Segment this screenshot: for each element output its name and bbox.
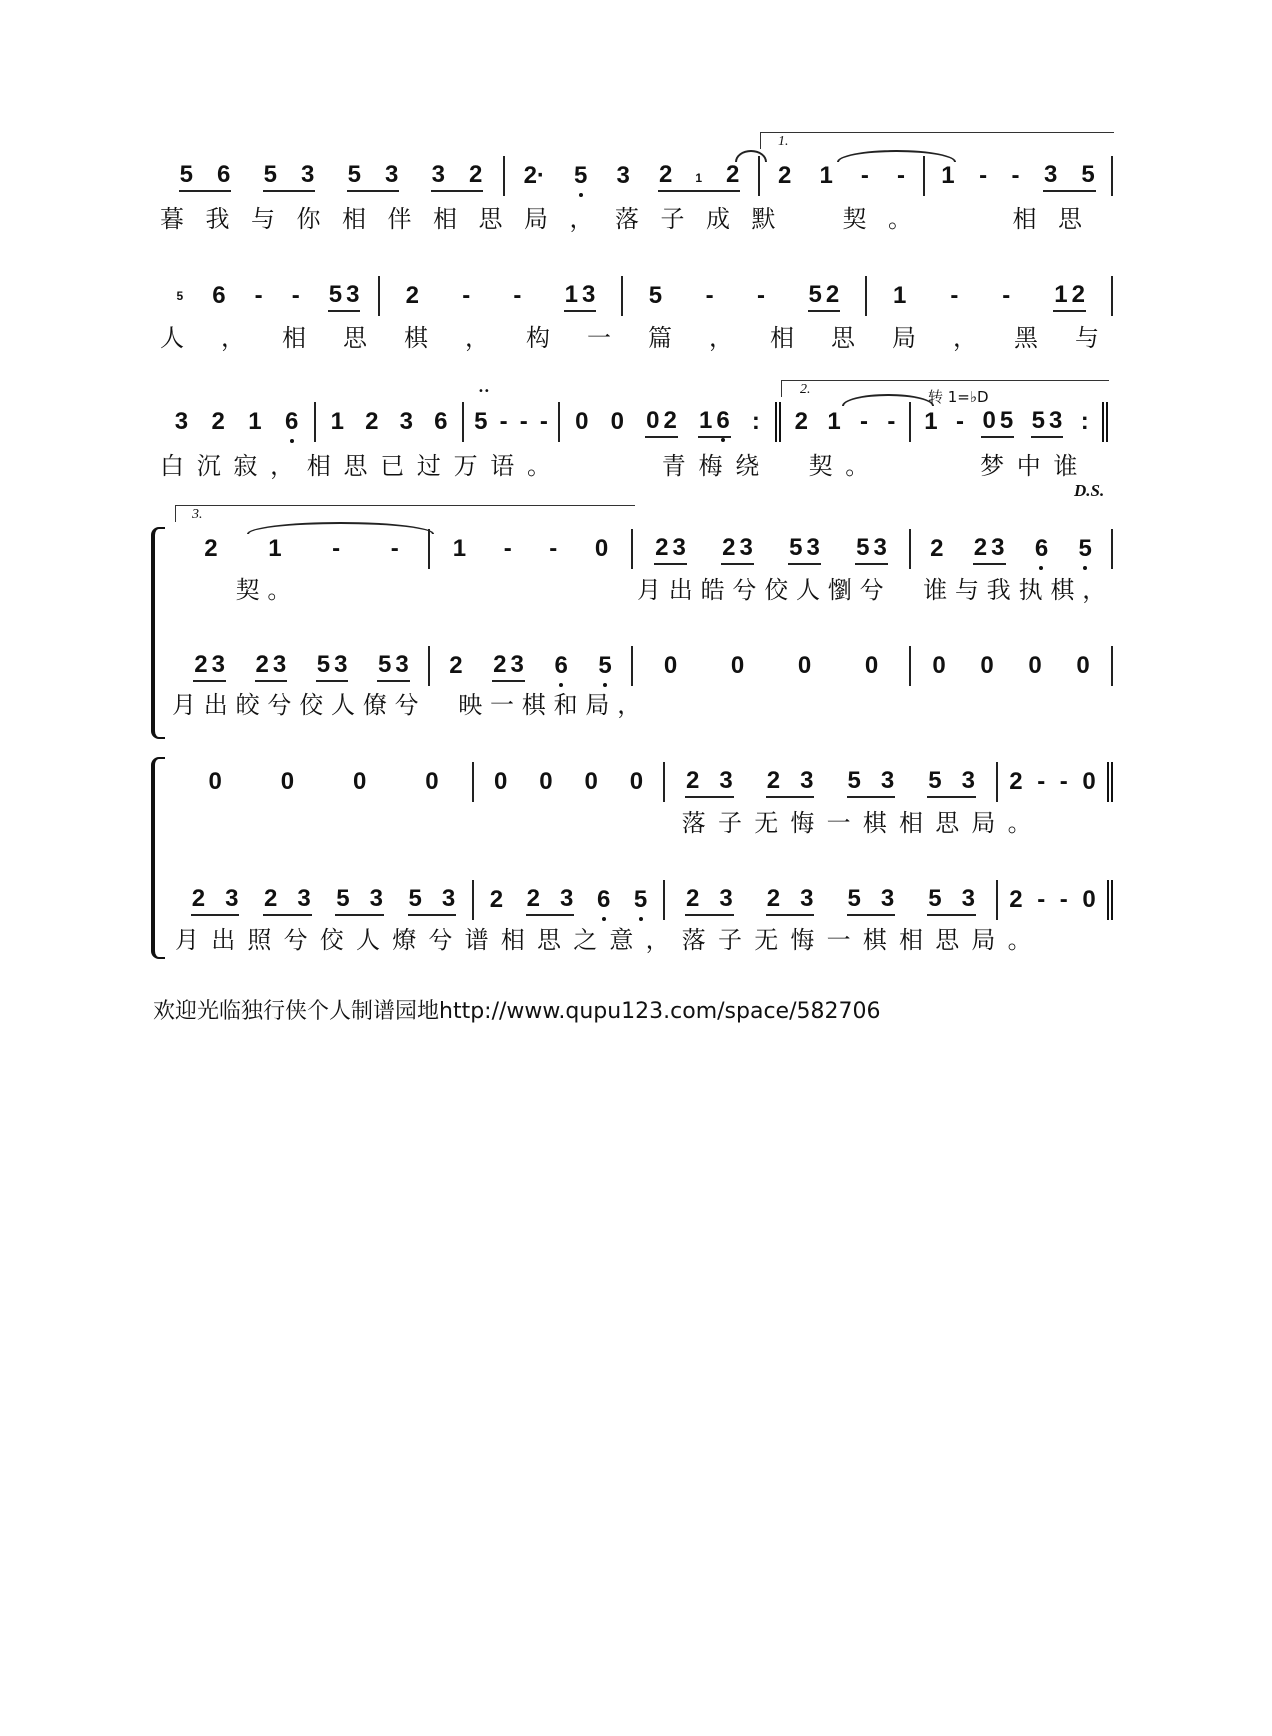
- note: 1: [698, 406, 713, 434]
- note: 0: [352, 768, 367, 795]
- note: 3: [510, 650, 524, 678]
- measure: [159, 276, 380, 316]
- note: 3: [739, 533, 753, 561]
- notation-row: [175, 646, 1113, 686]
- system-bracket: [151, 757, 165, 959]
- note: 5: [789, 533, 803, 561]
- dash-extension: -: [896, 162, 905, 189]
- note: 3: [616, 162, 630, 189]
- note: 3: [800, 766, 814, 794]
- measure: [998, 762, 1113, 802]
- note: 2: [194, 650, 208, 678]
- beamed-note-group: [766, 885, 815, 916]
- note-digit: 5: [1078, 535, 1092, 562]
- repeat-dots: :: [751, 408, 760, 435]
- note: 6: [434, 408, 448, 435]
- note: 5: [474, 408, 488, 435]
- dash-extension: -: [956, 408, 965, 435]
- note: 6: [212, 282, 226, 309]
- note-digit: 6: [554, 652, 568, 679]
- note: 0: [493, 768, 508, 795]
- note: 5: [928, 884, 942, 912]
- beamed-note-group: [328, 281, 361, 312]
- note: 2: [1071, 280, 1085, 308]
- measure: [925, 156, 1113, 196]
- dash-extension: -: [291, 282, 300, 309]
- note-low-octave: [1077, 535, 1092, 563]
- measure: [430, 646, 633, 686]
- dash-extension: -: [1037, 768, 1046, 795]
- note-low-octave: [596, 886, 611, 914]
- measure: [505, 156, 760, 196]
- grace-note: 5: [176, 289, 184, 303]
- note: 2: [686, 884, 700, 912]
- note: 0: [208, 768, 222, 795]
- octave-dot: [1039, 566, 1043, 570]
- note: 5: [856, 533, 870, 561]
- note: 5: [999, 406, 1014, 434]
- note: 2: [191, 884, 206, 912]
- beamed-note-group: [855, 534, 888, 565]
- note: 2: [778, 162, 792, 189]
- note: 2: [663, 406, 677, 434]
- beamed-note-group: [191, 885, 240, 916]
- note: 1: [924, 408, 938, 435]
- note: 2: [973, 533, 988, 561]
- note: 2: [493, 650, 507, 678]
- note: 6: [217, 160, 231, 188]
- measure: [633, 529, 911, 569]
- note: 5: [1081, 160, 1095, 188]
- measure: [781, 402, 911, 442]
- note: 2: [365, 408, 379, 435]
- note: 3: [991, 533, 1005, 561]
- measure: [623, 276, 867, 316]
- notation-row: [159, 402, 1108, 442]
- note-low-octave: [573, 162, 588, 190]
- note: 3: [961, 884, 975, 912]
- note: 0: [539, 768, 553, 795]
- measure: [159, 156, 505, 196]
- note: 3: [346, 280, 360, 308]
- beamed-note-group: [263, 885, 312, 916]
- beamed-note-group: [492, 651, 525, 682]
- octave-dot: [721, 438, 725, 442]
- dash-extension: -: [860, 162, 869, 189]
- note: 3: [301, 160, 315, 188]
- note-low-octave: [715, 407, 730, 435]
- measure: [430, 529, 633, 569]
- note: 3: [369, 884, 383, 912]
- lyric-line-2: 人，相思棋，构一篇，相思局，黑与: [160, 324, 1136, 352]
- note: 2: [469, 160, 483, 188]
- note: 3: [272, 650, 287, 678]
- note: 3: [672, 533, 686, 561]
- notation-row: [159, 156, 1113, 196]
- note: 0: [646, 406, 660, 434]
- beamed-note-group: [193, 651, 226, 682]
- repeat-dots: :: [1080, 408, 1089, 435]
- note: 2: [1009, 886, 1023, 913]
- note: 5: [1031, 406, 1045, 434]
- measure: [474, 880, 665, 920]
- note: 5: [408, 884, 422, 912]
- beamed-note-group: [927, 885, 976, 916]
- beamed-note-group: [316, 651, 349, 682]
- beamed-note-group: [808, 281, 841, 312]
- note: 3: [395, 650, 409, 678]
- note: 3: [431, 160, 445, 188]
- note: 1: [1054, 280, 1068, 308]
- note: 2: [405, 282, 419, 309]
- notation-row: [175, 880, 1113, 920]
- note: 2: [766, 884, 781, 912]
- dash-extension: -: [390, 535, 399, 562]
- note: 0: [864, 652, 879, 679]
- note: 1: [892, 282, 907, 309]
- beamed-note-group: [847, 767, 896, 798]
- note: 1: [827, 408, 841, 435]
- measure: [175, 880, 474, 920]
- note: 2: [794, 408, 809, 435]
- measure: [911, 646, 1113, 686]
- volta-bracket-1: [760, 132, 1114, 149]
- octave-dot: [602, 917, 606, 921]
- volta-bracket-3: [175, 505, 635, 522]
- note: 0: [980, 652, 994, 679]
- measure: [175, 762, 474, 802]
- octave-dot: [603, 683, 607, 687]
- note: 0: [932, 652, 946, 679]
- note: 3: [719, 766, 733, 794]
- note: 1: [452, 535, 467, 562]
- beamed-note-group: [377, 651, 410, 682]
- measure: [316, 402, 464, 442]
- measure: [159, 402, 316, 442]
- note: 5: [347, 160, 361, 188]
- volta-label-3: 3.: [192, 507, 203, 522]
- note: 2: [1009, 768, 1023, 795]
- note-digit: 6: [716, 406, 730, 434]
- beamed-note-group: [847, 885, 896, 916]
- note: 0: [1076, 652, 1090, 679]
- dash-extension: -: [332, 535, 341, 562]
- beamed-note-group: [179, 161, 232, 192]
- volta-label-2: 2.: [800, 382, 811, 397]
- note: 5: [378, 650, 392, 678]
- beamed-note-group: [766, 767, 815, 798]
- note: 5: [328, 280, 343, 308]
- note-digit: 5: [633, 886, 648, 913]
- note: 3: [225, 884, 239, 912]
- beamed-note-group: [347, 161, 400, 192]
- note: 0: [425, 768, 439, 795]
- dash-extension: -: [254, 282, 263, 309]
- note-digit: 5: [598, 652, 612, 679]
- note: 5: [648, 282, 663, 309]
- measure: [175, 646, 430, 686]
- note: 3: [873, 533, 887, 561]
- measure: [665, 762, 998, 802]
- beamed-note-group: [981, 407, 1014, 438]
- dash-extension: -: [499, 408, 508, 435]
- note-digit: 6: [284, 408, 299, 435]
- note: 2: [211, 408, 225, 435]
- notation-row: [175, 762, 1113, 802]
- note: 0: [629, 768, 644, 795]
- note: 2: [726, 160, 740, 188]
- note: 3: [719, 884, 733, 912]
- beamed-note-group: [335, 885, 384, 916]
- note: 3: [880, 884, 895, 912]
- dash-extension: -: [503, 535, 512, 562]
- dash-extension: -: [1002, 282, 1011, 309]
- note: 3: [385, 160, 399, 188]
- beamed-note-group: [431, 161, 484, 192]
- lyric-line-6: 落子无悔一棋相思局。: [175, 809, 1044, 837]
- dash-extension: -: [1011, 162, 1020, 189]
- note: 2: [722, 533, 736, 561]
- dash-extension: -: [519, 408, 528, 435]
- dash-extension: -: [950, 282, 959, 309]
- note: 3: [399, 408, 413, 435]
- measure: [867, 276, 1113, 316]
- note: 2: [766, 766, 781, 794]
- system-bracket: [151, 527, 165, 739]
- note: 5: [808, 280, 822, 308]
- beamed-note-group: [1043, 161, 1096, 192]
- dash-extension: -: [1059, 886, 1068, 913]
- note: 0: [1082, 768, 1096, 795]
- note: 3: [297, 884, 311, 912]
- octave-dot: [1083, 566, 1087, 570]
- dal-segno-mark: D.S.: [1074, 481, 1105, 500]
- note: 2: [655, 533, 669, 561]
- notation-row: [159, 276, 1113, 316]
- note: 1: [819, 162, 833, 189]
- note: 1: [330, 408, 344, 435]
- beamed-note-group: [698, 407, 731, 438]
- note: 0: [1082, 886, 1096, 913]
- beamed-note-group: [408, 885, 457, 916]
- note: 0: [1028, 652, 1042, 679]
- note: 3: [334, 650, 348, 678]
- octave-dot: [559, 683, 563, 687]
- note: 0: [575, 408, 589, 435]
- key-change-label: 转 1=♭D: [928, 388, 989, 406]
- measure: [380, 276, 623, 316]
- note: 0: [730, 652, 745, 679]
- notation-row: [175, 529, 1113, 569]
- note: 3: [174, 408, 189, 435]
- grace-note: 1: [695, 170, 703, 185]
- note: 2: [264, 884, 278, 912]
- note: 5: [928, 766, 942, 794]
- beamed-note-group: [685, 885, 734, 916]
- note: 2: [686, 766, 700, 794]
- beamed-note-group: [1053, 281, 1086, 312]
- note: 0: [797, 652, 812, 679]
- lyric-line-4: 契。 月出皓兮佼人懰兮 谁与我执棋，: [172, 576, 1114, 604]
- beamed-note-group: [927, 767, 976, 798]
- note: 5: [263, 160, 277, 188]
- note-low-octave: [284, 408, 299, 436]
- beamed-note-group: [526, 885, 575, 916]
- note: 2: [659, 160, 673, 188]
- note: 5: [179, 160, 193, 188]
- note: 3: [560, 884, 574, 912]
- note: 2: [204, 535, 218, 562]
- note: 2: [449, 652, 463, 679]
- measure: [474, 762, 665, 802]
- dash-extension: -: [1037, 886, 1046, 913]
- note: 1: [941, 162, 955, 189]
- note: 0: [594, 535, 609, 562]
- beamed-note-group: [973, 534, 1006, 565]
- note: 0: [982, 406, 996, 434]
- measure: [760, 156, 925, 196]
- ornament-mordent: ••: [478, 386, 490, 397]
- beamed-note-group: [685, 767, 734, 798]
- note: 1: [564, 280, 578, 308]
- note-low-octave: [1034, 535, 1049, 563]
- note: 5: [316, 650, 331, 678]
- note-low-octave: [553, 652, 568, 680]
- note: 0: [280, 768, 295, 795]
- beamed-note-group: [788, 534, 821, 565]
- beamed-note-group: [721, 534, 754, 565]
- note: 3: [211, 650, 225, 678]
- note: 5: [847, 884, 861, 912]
- note: 1: [248, 408, 262, 435]
- note: 3: [581, 280, 596, 308]
- beamed-note-group: [654, 534, 687, 565]
- note-low-octave: [597, 652, 612, 680]
- note: 0: [584, 768, 598, 795]
- dash-extension: -: [1059, 768, 1068, 795]
- note-digit: 6: [1034, 535, 1049, 562]
- dash-extension: -: [549, 535, 558, 562]
- beamed-note-group: [255, 651, 288, 682]
- footer-credit: 欢迎光临独行侠个人制谱园地http://www.qupu123.com/space/582706: [153, 999, 881, 1024]
- note: 0: [610, 408, 624, 435]
- note: 3: [961, 766, 975, 794]
- octave-dot: [579, 193, 583, 197]
- dash-extension: -: [539, 408, 548, 435]
- beamed-note-group: [1031, 407, 1064, 438]
- lyric-line-3: 白沉寂，相思已过万语。 青梅绕 契。 梦中谁: [160, 452, 1091, 480]
- note: 5: [847, 766, 861, 794]
- note: 2: [825, 280, 840, 308]
- measure: [633, 646, 911, 686]
- measure: [665, 880, 998, 920]
- note: 2: [930, 535, 944, 562]
- beamed-note-group: [263, 161, 316, 192]
- measure: [911, 529, 1113, 569]
- note: 0: [663, 652, 678, 679]
- note: 3: [880, 766, 895, 794]
- note: 3: [800, 884, 814, 912]
- note: 2: [526, 884, 541, 912]
- beamed-note-group: [564, 281, 597, 312]
- dash-extension: -: [887, 408, 896, 435]
- note: 3: [1044, 160, 1058, 188]
- dash-extension: -: [757, 282, 766, 309]
- note: 3: [441, 884, 456, 912]
- note: 5: [336, 884, 350, 912]
- beamed-note-group: [645, 407, 678, 438]
- note: 2: [489, 886, 504, 913]
- dash-extension: -: [860, 408, 868, 435]
- note: 3: [1048, 406, 1063, 434]
- measure: [911, 402, 1108, 442]
- volta-label-1: 1.: [778, 134, 789, 149]
- note: 2: [255, 650, 269, 678]
- dash-extension: -: [462, 282, 471, 309]
- lyric-line-5: 月出皎兮佼人僚兮 映一棋和局，: [172, 691, 649, 719]
- dash-extension: -: [979, 162, 988, 189]
- measure: [560, 402, 781, 442]
- measure: [998, 880, 1113, 920]
- lyric-line-7: 月出照兮佼人燎兮谱相思之意，落子无悔一棋相思局。: [175, 926, 1044, 954]
- measure: [464, 402, 560, 442]
- beamed-note-group: [658, 161, 740, 192]
- octave-dot: [290, 439, 294, 443]
- lyric-line-1: 暮我与你相伴相思局，落子成默 契。 相思: [160, 205, 1104, 233]
- measure: [175, 529, 430, 569]
- note: 2·: [523, 162, 545, 189]
- dash-extension: -: [705, 282, 714, 309]
- note: 1: [268, 535, 282, 562]
- note-low-octave: [633, 886, 648, 914]
- note-digit: 6: [596, 886, 611, 913]
- note: 3: [806, 533, 820, 561]
- dash-extension: -: [513, 282, 522, 309]
- octave-dot: [639, 917, 643, 921]
- note-digit: 5: [574, 162, 588, 189]
